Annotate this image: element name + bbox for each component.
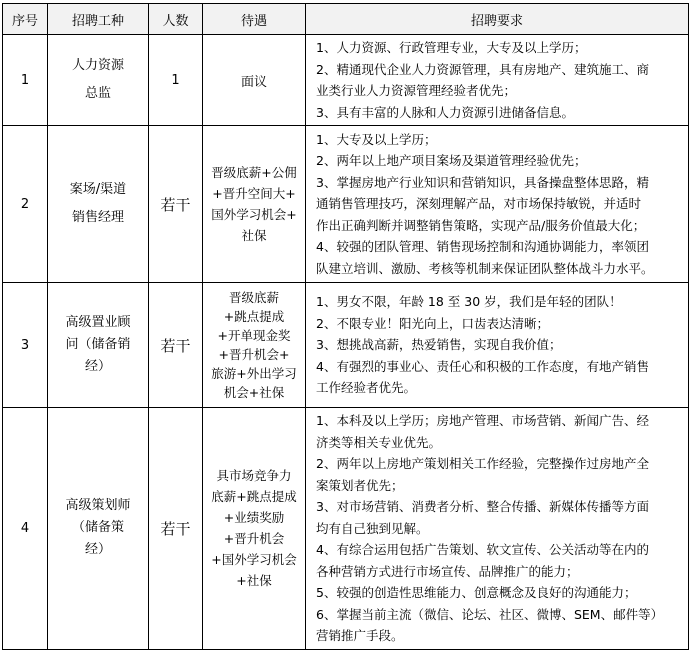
requirements: 1、大专及以上学历； 2、两年以上地产项目案场及渠道管理经验优先； 3、掌握房地产行业知识和营销知识，具备操盘整体思路，精 通销售管理技巧，深刻理解产品，对市场保持敏锐，并适时 作出正确判断并调整销售策略，实现产品/服务价值最大化； 4、较强的团队管理、销售现场控制和沟通协调能力，率领团 队建立培训、激励、考核等机制来保证团队整体战斗力水平。 bbox=[306, 126, 689, 283]
benefits: 面议 bbox=[203, 35, 306, 126]
benefits: 晋级底薪+公佣 +晋升空间大+ 国外学习机会+ 社保 bbox=[203, 126, 306, 283]
row-no: 4 bbox=[3, 408, 48, 650]
benefits: 晋级底薪 +跳点提成 +开单现金奖 +晋升机会+ 旅游+外出学习 机会+社保 bbox=[203, 283, 306, 408]
headcount: 若干 bbox=[149, 283, 203, 408]
row-no: 3 bbox=[3, 283, 48, 408]
recruitment-table bbox=[2, 3, 689, 650]
table-row bbox=[3, 35, 689, 126]
job-title: 人力资源 总监 bbox=[48, 35, 149, 126]
headcount: 若干 bbox=[149, 408, 203, 650]
row-no: 2 bbox=[3, 126, 48, 283]
headcount: 1 bbox=[149, 35, 203, 126]
headcount: 若干 bbox=[149, 126, 203, 283]
header-no: 序号 bbox=[3, 4, 48, 35]
job-title: 高级置业顾 问（储备销 经） bbox=[48, 283, 149, 408]
table-row bbox=[3, 126, 689, 283]
header-requirements: 招聘要求 bbox=[306, 4, 689, 35]
row-no: 1 bbox=[3, 35, 48, 126]
benefits: 具市场竞争力 底薪+跳点提成 +业绩奖励 +晋升机会 +国外学习机会 +社保 bbox=[203, 408, 306, 650]
requirements: 1、男女不限，年龄 18 至 30 岁，我们是年轻的团队！ 2、不限专业！阳光向上，口齿表达清晰； 3、想挑战高薪，热爱销售，实现自我价值； 4、有强烈的事业心、责任心和积极的工作态度，有地产销售 工作经验者优先。 bbox=[306, 283, 689, 408]
job-title: 案场/渠道 销售经理 bbox=[48, 126, 149, 283]
header-count: 人数 bbox=[149, 4, 203, 35]
header-benefits: 待遇 bbox=[203, 4, 306, 35]
header-row bbox=[3, 4, 689, 35]
requirements: 1、本科及以上学历；房地产管理、市场营销、新闻广告、经 济类等相关专业优先。 2、两年以上房地产策划相关工作经验，完整操作过房地产全 案策划者优先； 3、对市场营销、消费者分析、整合传播、新媒体传播等方面 均有自己独到见解。 4、有综合运用包括广告策划、软文宣传、公关活动等在内的 各种营销方式进行市场宣传、品牌推广的能力； 5、较强的创造性思维能力、创意概念及良好的沟通能力； 6、掌握当前主流（微信、论坛、社区、微博、SEM、邮件等） 营销推广手段。 bbox=[306, 408, 689, 650]
table-row bbox=[3, 408, 689, 650]
job-title: 高级策划师 （储备策 经） bbox=[48, 408, 149, 650]
requirements: 1、人力资源、行政管理专业，大专及以上学历； 2、精通现代企业人力资源管理，具有房地产、建筑施工、商 业类行业人力资源管理经验者优先； 3、具有丰富的人脉和人力资源引进储备信息。 bbox=[306, 35, 689, 126]
header-title: 招聘工种 bbox=[48, 4, 149, 35]
table-row bbox=[3, 283, 689, 408]
